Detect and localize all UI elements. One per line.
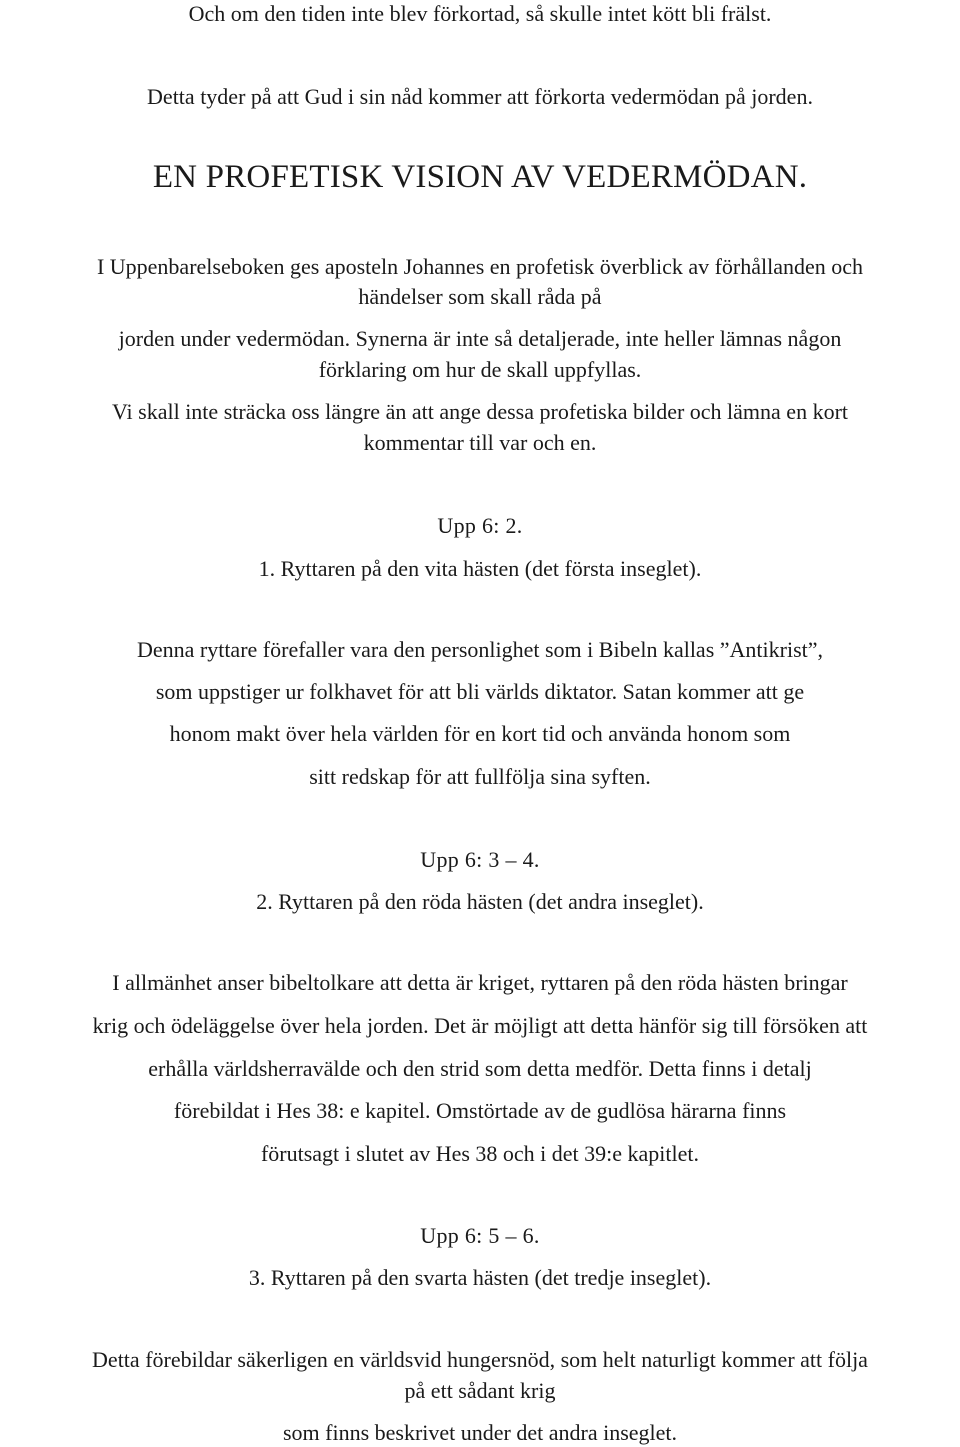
text-line: Vi skall inte sträcka oss längre än att ange dessa profetiska bilder och lämna en kort xyxy=(111,399,849,424)
text-line: förklaring om hur de skall uppfyllas. xyxy=(318,357,642,382)
rider-heading: 3. Ryttaren på den svarta hästen (det tredje inseglet). xyxy=(248,1265,712,1290)
text-line: krig och ödeläggelse över hela jorden. Det är möjligt att detta hänför sig till försöken att xyxy=(92,1013,868,1038)
text-line: erhålla världsherravälde och den strid som detta medför. Detta finns i detalj xyxy=(148,1056,812,1081)
text-line: kommentar till var och en. xyxy=(363,430,597,455)
section-heading: EN PROFETISK VISION AV VEDERMÖDAN. xyxy=(152,159,808,195)
text-line: förebildat i Hes 38: e kapitel. Omstörtade av de gudlösa härarna finns xyxy=(173,1098,787,1123)
text-line: Denna ryttare förefaller vara den personlighet som i Bibeln kallas ”Antikrist”, xyxy=(136,637,824,662)
text-line: på ett sådant krig xyxy=(404,1378,556,1403)
verse-reference: Upp 6: 5 – 6. xyxy=(420,1223,540,1248)
text-line: jorden under vedermödan. Synerna är inte så detaljerade, inte heller lämnas någon xyxy=(118,326,842,351)
text-line: I allmänhet anser bibeltolkare att detta är kriget, ryttaren på den röda hästen bringar xyxy=(112,970,848,995)
text-line: I Uppenbarelseboken ges aposteln Johannes en profetisk överblick av förhållanden och xyxy=(96,254,864,279)
text-line: som finns beskrivet under det andra inseglet. xyxy=(282,1420,678,1445)
text-line: Detta förebildar säkerligen en världsvid hungersnöd, som helt naturligt kommer att följa xyxy=(92,1347,868,1372)
text-line: förutsagt i slutet av Hes 38 och i det 39:e kapitlet. xyxy=(260,1141,700,1166)
text-line: sitt redskap för att fullfölja sina syften. xyxy=(309,764,651,789)
verse-reference: Upp 6: 2. xyxy=(437,513,523,538)
rider-heading: 1. Ryttaren på den vita hästen (det första inseglet). xyxy=(258,556,702,581)
verse-reference: Upp 6: 3 – 4. xyxy=(420,847,540,872)
text-line: Detta tyder på att Gud i sin nåd kommer att förkorta vedermödan på jorden. xyxy=(147,84,813,109)
text-line: Och om den tiden inte blev förkortad, så skulle intet kött bli frälst. xyxy=(188,1,772,26)
text-line: som uppstiger ur folkhavet för att bli världs diktator. Satan kommer att ge xyxy=(155,679,805,704)
text-line: händelser som skall råda på xyxy=(358,284,602,309)
rider-heading: 2. Ryttaren på den röda hästen (det andra inseglet). xyxy=(256,889,704,914)
text-line: honom makt över hela världen för en kort tid och använda honom som xyxy=(169,721,791,746)
